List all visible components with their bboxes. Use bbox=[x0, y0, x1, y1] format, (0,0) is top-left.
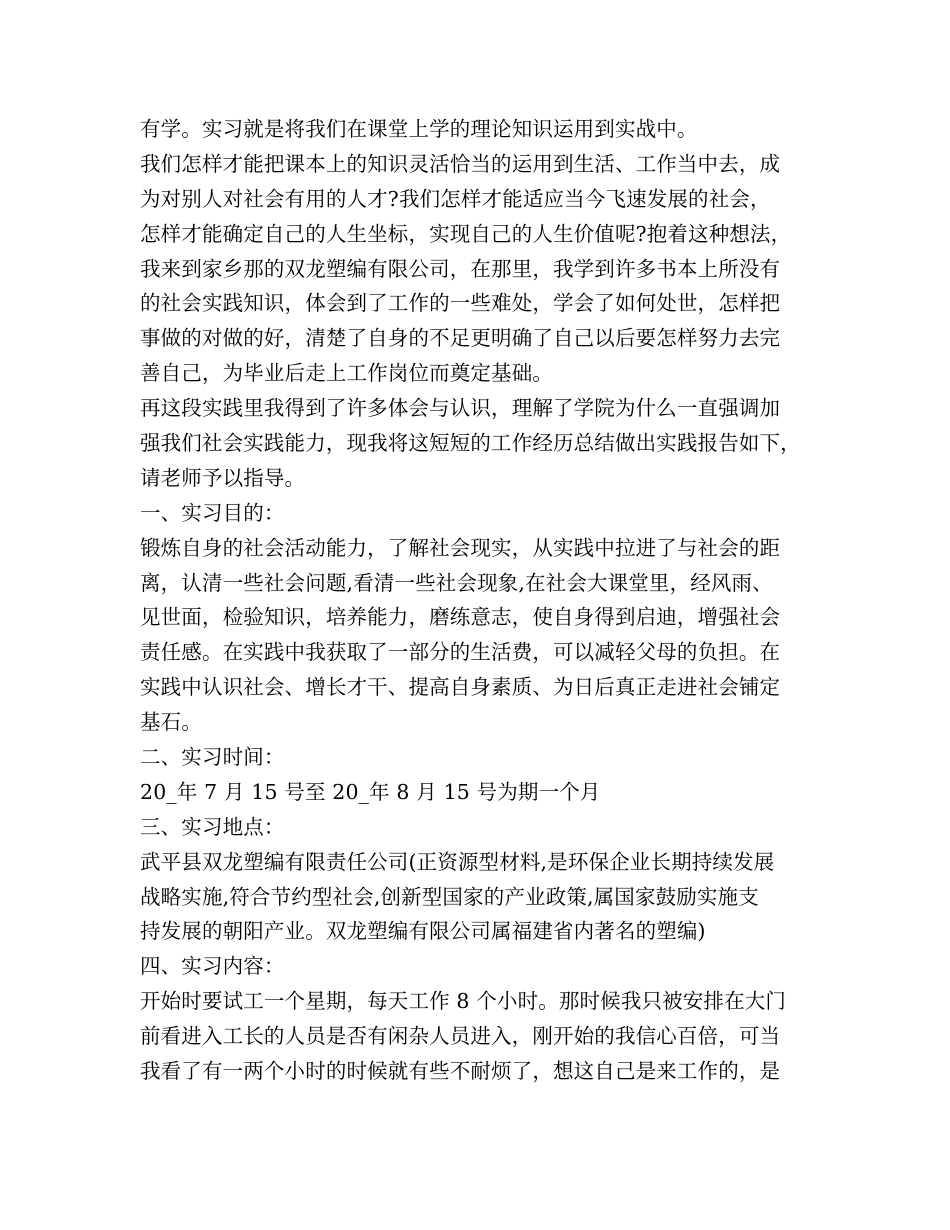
section-heading: 二、实习时间： bbox=[140, 745, 285, 770]
text-line: 20_年 7 月 15 号至 20_年 8 月 15 号为期一个月 bbox=[140, 779, 601, 804]
text-line: 开始时要试工一个星期，每天工作 8 个小时。那时候我只被安排在大门 bbox=[140, 989, 787, 1014]
section-heading: 一、实习目的： bbox=[140, 500, 285, 525]
text-line: 见世面，检验知识，培养能力，磨练意志，使自身得到启迪，增强社会 bbox=[140, 605, 781, 630]
text-line: 责任感。在实践中我获取了一部分的生活费，可以减轻父母的负担。在 bbox=[140, 640, 781, 665]
text-line: 怎样才能确定自己的人生坐标，实现自己的人生价值呢?抱着这种想法， bbox=[140, 221, 792, 246]
text-line: 事做的对做的好，清楚了自身的不足更明确了自己以后要怎样努力去完 bbox=[140, 326, 781, 351]
text-line: 我们怎样才能把课本上的知识灵活恰当的运用到生活、工作当中去，成 bbox=[140, 151, 781, 176]
section-heading: 四、实习内容： bbox=[140, 954, 285, 979]
text-line: 战略实施,符合节约型社会,创新型国家的产业政策,属国家鼓励实施支 bbox=[140, 884, 759, 909]
text-line: 武平县双龙塑编有限责任公司(正资源型材料,是环保企业长期持续发展 bbox=[140, 849, 775, 874]
text-line: 再这段实践里我得到了许多体会与认识，理解了学院为什么一直强调加 bbox=[140, 396, 781, 421]
section-heading: 三、实习地点： bbox=[140, 814, 285, 839]
document-body bbox=[140, 112, 830, 1089]
text-line: 善自己，为毕业后走上工作岗位而奠定基础。 bbox=[140, 361, 553, 386]
text-line: 为对别人对社会有用的人才?我们怎样才能适应当今飞速发展的社会， bbox=[140, 186, 771, 211]
text-line: 请老师予以指导。 bbox=[140, 465, 306, 490]
text-line: 的社会实践知识，体会到了工作的一些难处，学会了如何处世，怎样把 bbox=[140, 291, 781, 316]
text-line: 离，认清一些社会问题,看清一些社会现象,在社会大课堂里，经风雨、 bbox=[140, 570, 773, 595]
text-line: 有学。实习就是将我们在课堂上学的理论知识运用到实战中。 bbox=[140, 117, 698, 141]
text-line: 基石。 bbox=[140, 710, 202, 735]
text-line: 实践中认识社会、增长才干、提高自身素质、为日后真正走进社会铺定 bbox=[140, 675, 781, 700]
text-line: 锻炼自身的社会活动能力，了解社会现实，从实践中拉进了与社会的距 bbox=[140, 535, 781, 560]
text-line: 强我们社会实践能力，现我将这短短的工作经历总结做出实践报告如下， bbox=[140, 431, 801, 456]
text-line: 我看了有一两个小时的时候就有些不耐烦了，想这自己是来工作的，是 bbox=[140, 1059, 781, 1084]
text-line: 持发展的朝阳产业。双龙塑编有限公司属福建省内著名的塑编) bbox=[140, 919, 706, 944]
text-line: 前看进入工长的人员是否有闲杂人员进入，刚开始的我信心百倍，可当 bbox=[140, 1024, 781, 1049]
text-line: 我来到家乡那的双龙塑编有限公司，在那里，我学到许多书本上所没有 bbox=[140, 256, 781, 281]
